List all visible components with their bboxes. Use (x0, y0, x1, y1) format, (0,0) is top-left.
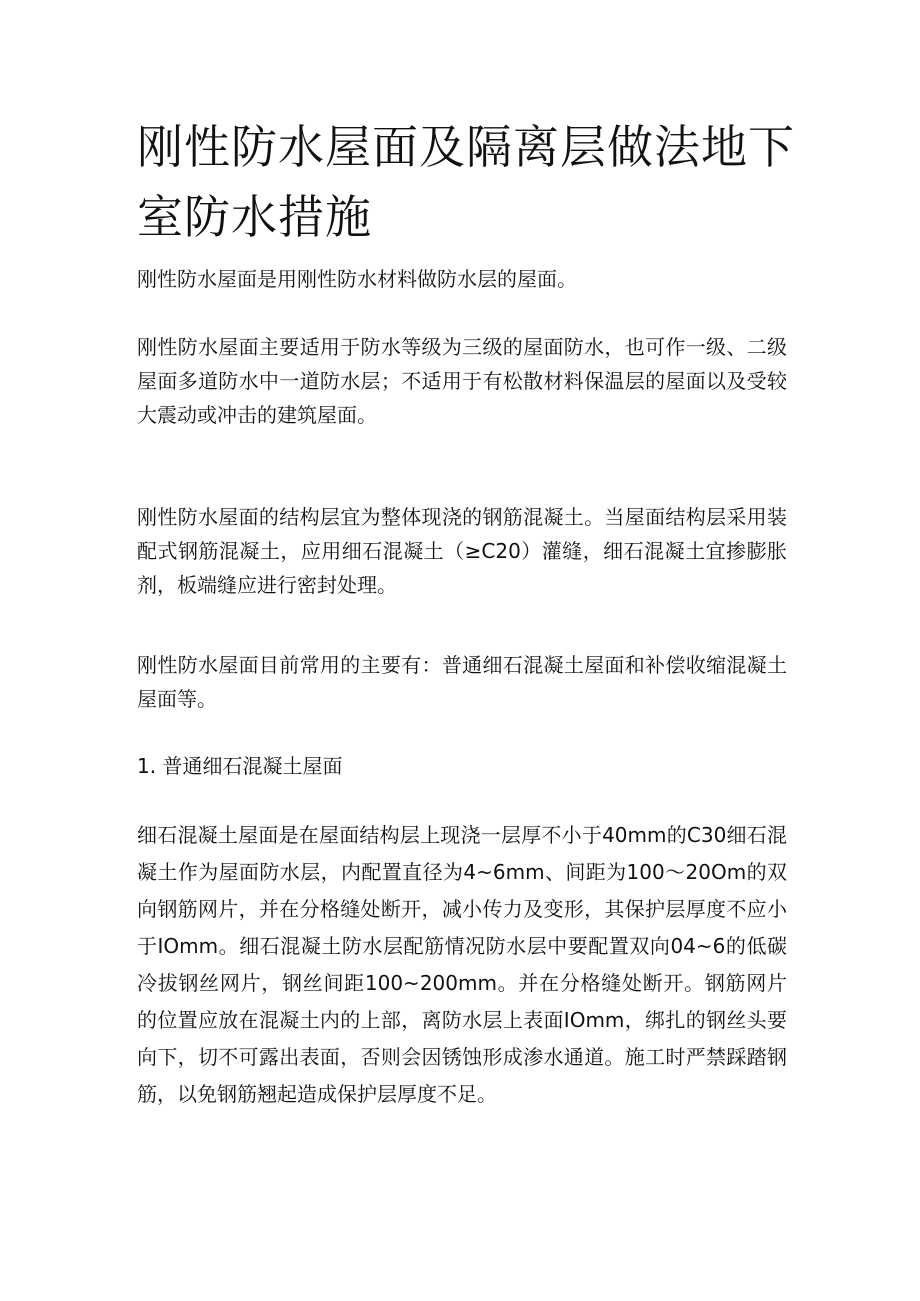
section-heading: 1. 普通细石混凝土屋面 (137, 754, 343, 778)
paragraph-fine-aggregate-concrete: 细石混凝土屋面是在屋面结构层上现浇一层厚不小于40mm的C30细石混凝土作为屋面防水层，内配置直径为4~6mm、间距为100～20Om的双向钢筋网片，并在分格缝处断开，减小传力及变形，其保护层厚度不应小于IOmm。细石混凝土防水层配筋情况防水层中要配置双向04~6的低碳冷拔钢丝网片，钢丝间距100~200mm。并在分格缝处断开。钢筋网片的位置应放在混凝土内的上部，离防水层上表面IOmm，绑扎的钢丝头要向下，切不可露出表面，否则会因锈蚀形成渗水通道。施工时严禁踩踏钢筋，以免钢筋翘起造成保护层厚度不足。 (137, 823, 787, 1106)
paragraph-common-types: 刚性防水屋面目前常用的主要有：普通细石混凝土屋面和补偿收缩混凝土屋面等。 (137, 653, 787, 711)
paragraph-definition: 刚性防水屋面是用刚性防水材料做防水层的屋面。 (137, 267, 577, 291)
document-title: 刚性防水屋面及隔离层做法地下室防水措施 (137, 120, 795, 244)
paragraph-application: 刚性防水屋面主要适用于防水等级为三级的屋面防水，也可作一级、二级屋面多道防水中一道防水层；不适用于有松散材料保温层的屋面以及受较大震动或冲击的建筑屋面。 (137, 335, 787, 427)
paragraph-structure-layer: 刚性防水屋面的结构层宜为整体现浇的钢筋混凝土。当屋面结构层采用装配式钢筋混凝土，应用细石混凝土（≥C20）灌缝，细石混凝土宜掺膨胀剂，板端缝应进行密封处理。 (137, 505, 787, 597)
